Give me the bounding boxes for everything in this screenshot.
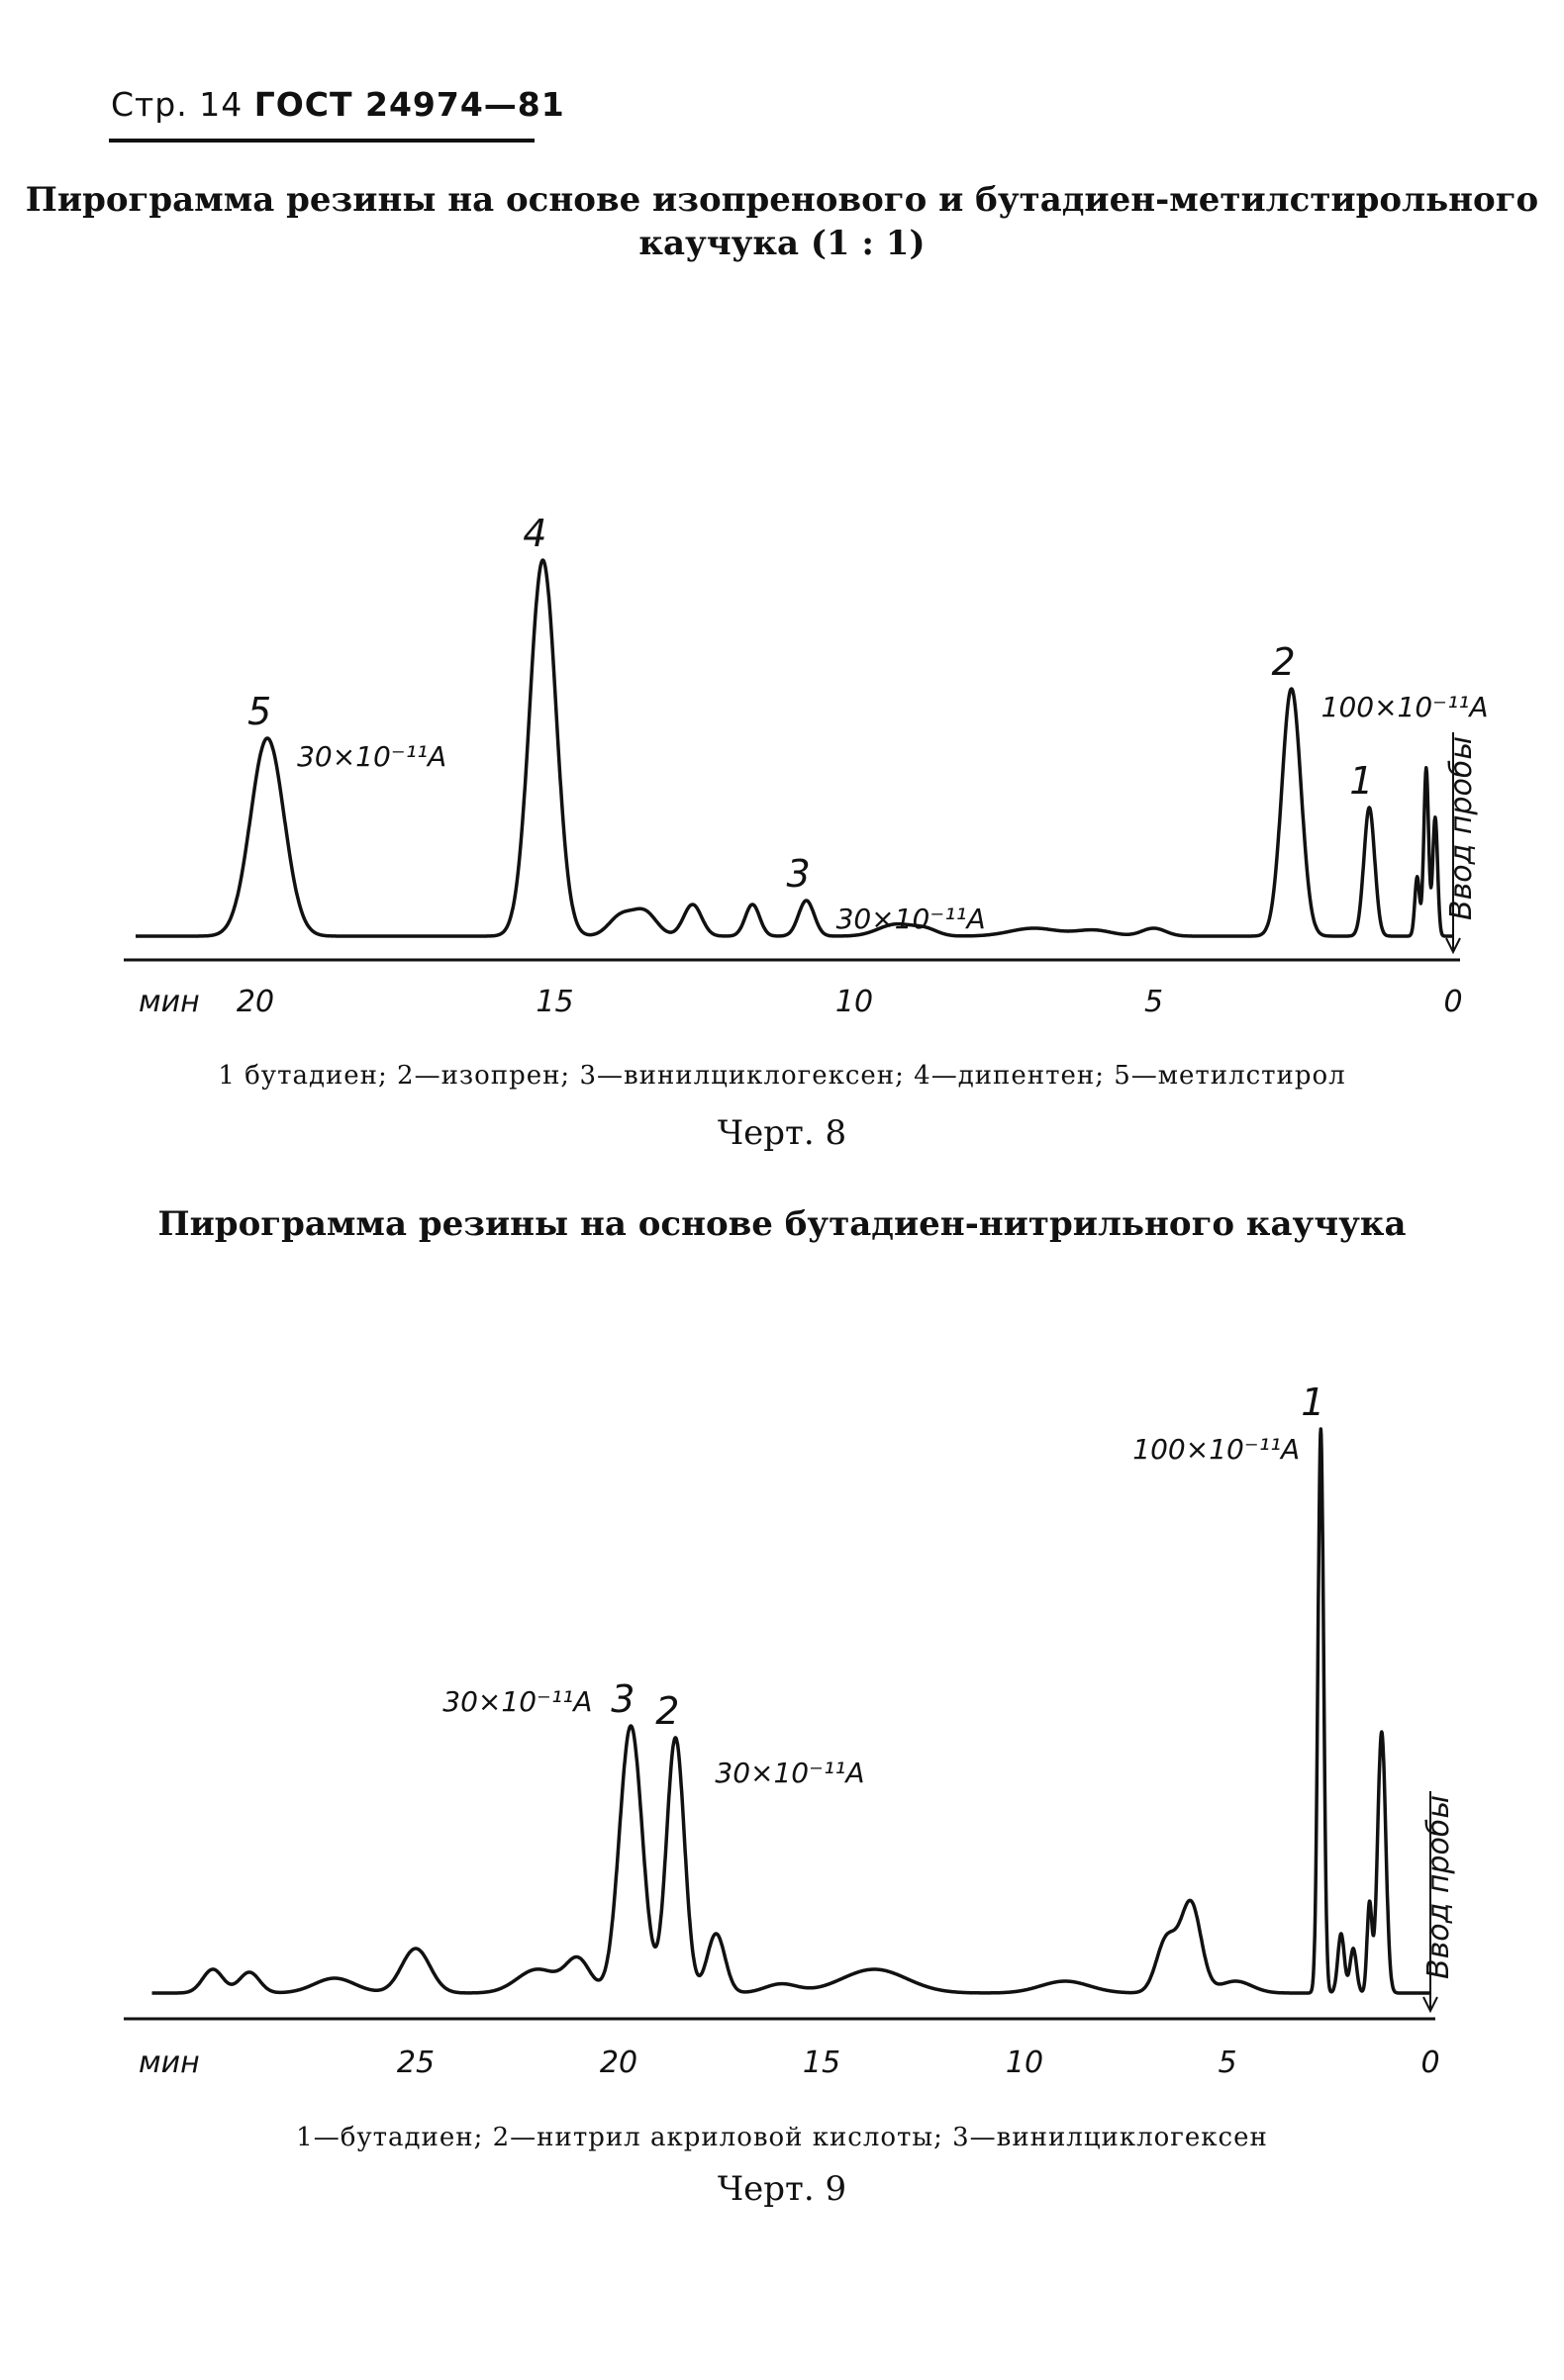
chart2-peak-label-1: 1 (1301, 1380, 1325, 1424)
chart2-x-tick-label: 25 (396, 2046, 436, 2080)
chart2-x-tick-label: 20 (599, 2046, 638, 2080)
chart2-x-tick-label: 5 (1218, 2046, 1237, 2080)
chart1-peak-label-5: 5 (247, 690, 272, 733)
chart1-sensitivity-label-2: 100×10⁻¹¹A (1320, 691, 1489, 723)
chart1-x-tick-label: 20 (236, 985, 275, 1019)
chart2-peak-label-3: 3 (611, 1676, 635, 1721)
chart1-title-line1: Пирограмма резины на основе изопренового и бутадиен-метилстирольного (25, 180, 1539, 220)
standard-number: ГОСТ 24974—81 (253, 85, 565, 124)
chart1-x-tick-label: 15 (536, 985, 574, 1019)
chart1-pyrogram (0, 297, 1564, 1079)
chart2-x-tick-label: 15 (802, 2046, 841, 2080)
chart1-peak-label-2: 2 (1271, 640, 1296, 684)
chart1-x-axis-label: мин (139, 985, 200, 1019)
chart2-legend: 1—бутадиен; 2—нитрил акриловой кислоты; 3—винилциклогексен (296, 2123, 1268, 2152)
chart2-x-tick-label: 10 (1005, 2046, 1044, 2080)
chart2-pyrogram (0, 1277, 1564, 2118)
chart1-peak-label-3: 3 (786, 851, 811, 896)
chart1-figure-label: Черт. 8 (717, 1113, 847, 1153)
chart2-peak-label-2: 2 (655, 1688, 680, 1733)
chart1-x-tick-label: 0 (1443, 985, 1463, 1019)
chart1-injection-label: Ввод пробы (1444, 735, 1479, 920)
chart1-x-tick-label: 5 (1143, 985, 1164, 1019)
chart1-peak-label-4: 4 (523, 512, 547, 555)
header-rule (109, 139, 535, 143)
chart1-sensitivity-label-5: 30×10⁻¹¹A (297, 740, 447, 773)
chart2-injection-label: Ввод пробы (1421, 1794, 1456, 1979)
page-number: Стр. 14 (111, 85, 244, 124)
chart1-sensitivity-label-3: 30×10⁻¹¹A (835, 902, 986, 935)
chart1-legend: 1 бутадиен; 2—изопрен; 3—винилциклогексен; 4—дипентен; 5—метилстирол (218, 1061, 1346, 1091)
chart2-sensitivity-label-2: 30×10⁻¹¹A (715, 1756, 865, 1789)
page-header (111, 85, 565, 124)
chart2-x-tick-label: 0 (1420, 2046, 1440, 2080)
chart2-title: Пирограмма резины на основе бутадиен-нитрильного каучука (157, 1204, 1407, 1244)
chart2-signal-line (152, 1429, 1430, 1993)
chart1-title-line2: каучука (1 : 1) (638, 224, 926, 263)
chart2-sensitivity-label-1: 100×10⁻¹¹A (1132, 1433, 1301, 1466)
chart1-peak-label-1: 1 (1349, 759, 1374, 803)
chart2-sensitivity-label-3: 30×10⁻¹¹A (442, 1684, 593, 1718)
chart2-figure-label: Черт. 9 (717, 2169, 847, 2209)
chart2-x-axis-label: мин (139, 2046, 200, 2080)
chart1-x-tick-label: 10 (834, 985, 874, 1019)
